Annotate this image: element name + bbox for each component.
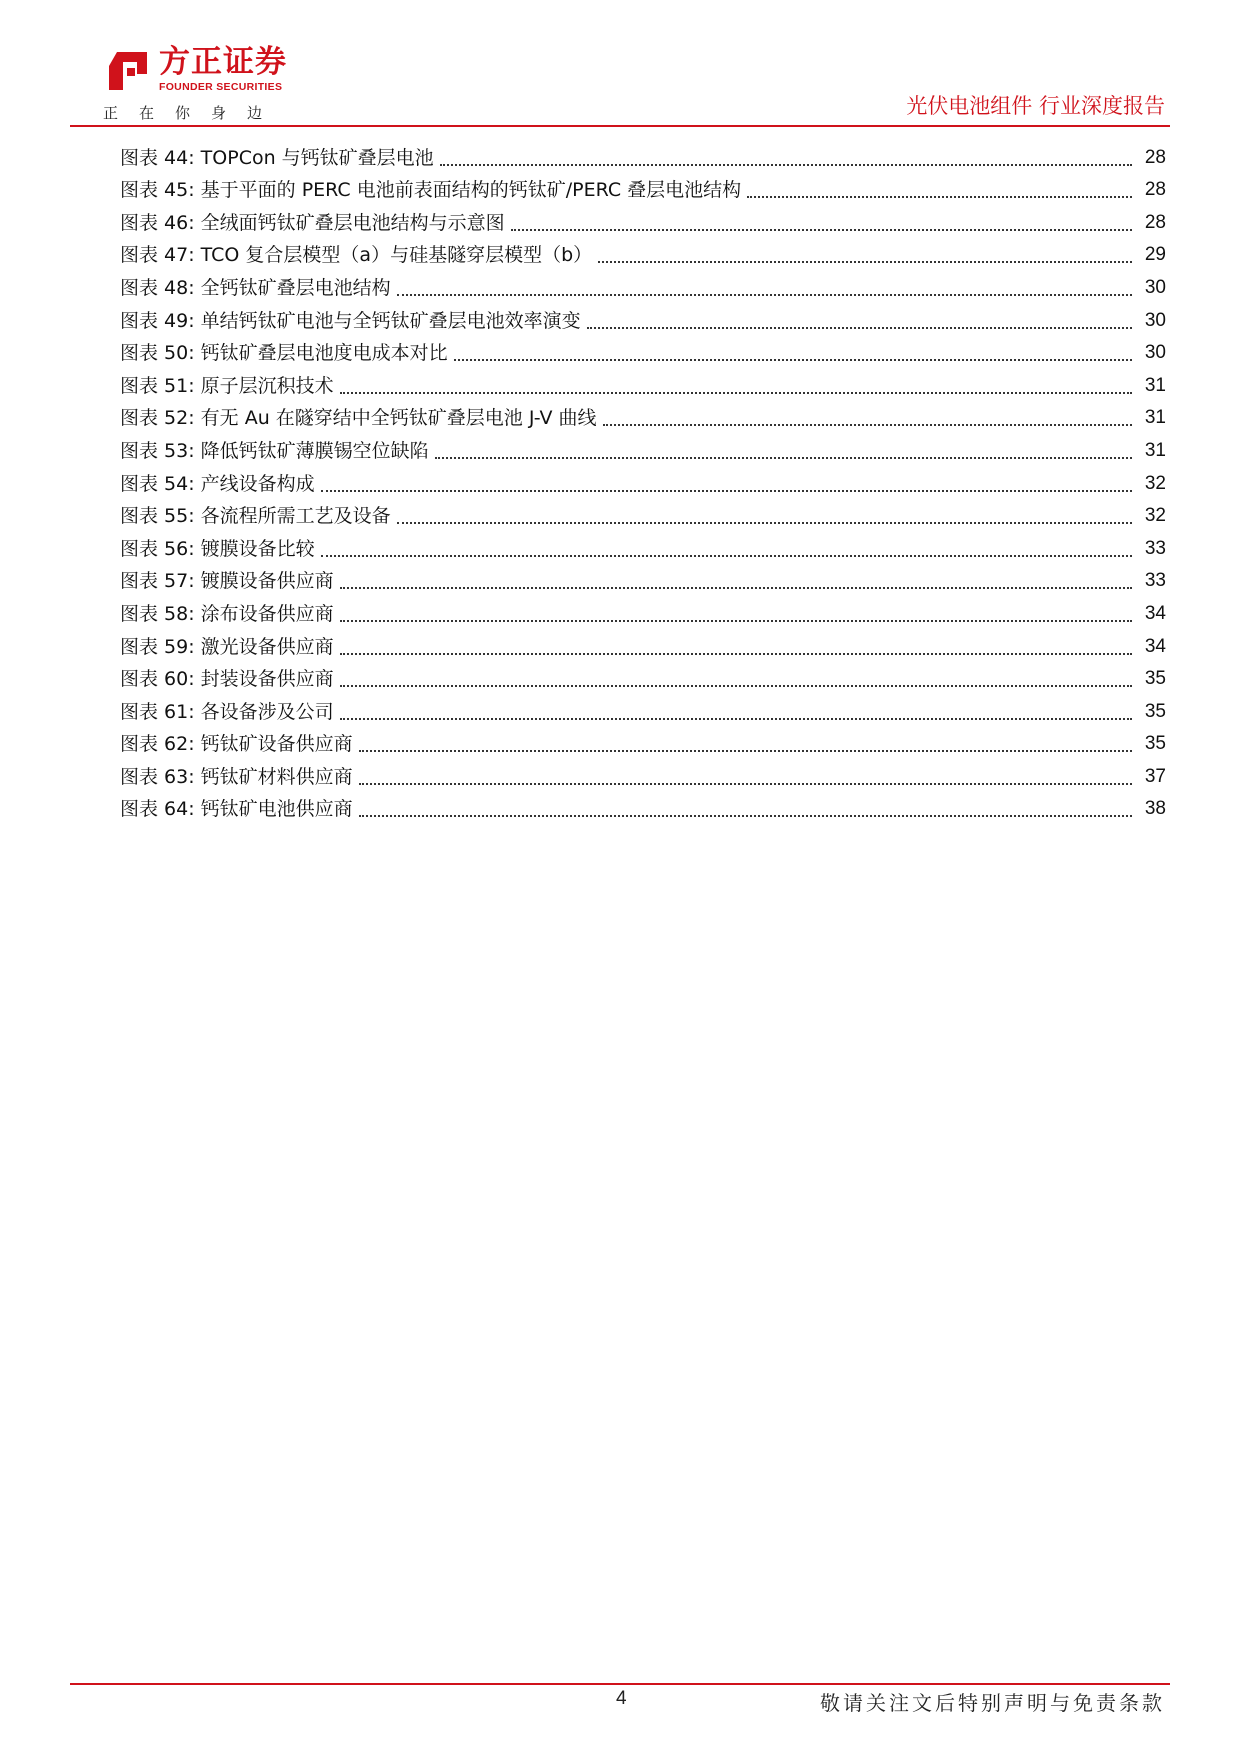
toc-entry[interactable] xyxy=(120,789,1166,822)
toc-entry-number: 图表 45: xyxy=(120,179,195,202)
toc-entry[interactable] xyxy=(120,496,1166,529)
toc-entry-page: 31 xyxy=(1144,407,1166,429)
toc-entry-title: 钙钛矿电池供应商 xyxy=(200,798,353,821)
toc-entry-page: 35 xyxy=(1144,733,1166,755)
toc-dot-leader xyxy=(435,443,1132,459)
toc-dot-leader xyxy=(321,541,1132,557)
toc-entry-page: 35 xyxy=(1144,700,1166,722)
toc-entry-page: 30 xyxy=(1144,276,1166,298)
toc-entry-number: 图表 57: xyxy=(120,570,195,593)
toc-entry-title: 封装设备供应商 xyxy=(200,668,334,691)
toc-entry-page: 28 xyxy=(1144,179,1166,201)
toc-entry-title: 涂布设备供应商 xyxy=(200,602,334,625)
company-slogan: 正在你身边 xyxy=(103,104,284,122)
toc-dot-leader xyxy=(340,639,1132,655)
logo-chinese-name: 方正证券 xyxy=(159,44,287,80)
toc-entry-number: 图表 63: xyxy=(120,765,195,788)
figure-table-of-contents xyxy=(120,137,1166,821)
toc-entry-page: 28 xyxy=(1144,211,1166,233)
toc-entry-page: 33 xyxy=(1144,537,1166,559)
toc-entry[interactable] xyxy=(120,170,1166,203)
toc-entry-title: 全钙钛矿叠层电池结构 xyxy=(200,276,391,299)
header-divider xyxy=(70,125,1170,127)
toc-entry-number: 图表 48: xyxy=(120,276,195,299)
toc-dot-leader xyxy=(397,508,1132,524)
toc-entry-number: 图表 54: xyxy=(120,472,195,495)
toc-dot-leader xyxy=(340,671,1132,687)
toc-dot-leader xyxy=(440,150,1132,166)
disclaimer-note: 敬请关注文后特别声明与免责条款 xyxy=(820,1691,1165,1715)
toc-dot-leader xyxy=(587,313,1132,329)
toc-entry[interactable] xyxy=(120,235,1166,268)
toc-dot-leader xyxy=(340,606,1132,622)
toc-entry-page: 28 xyxy=(1144,146,1166,168)
toc-entry[interactable] xyxy=(120,398,1166,431)
toc-entry-title: 全绒面钙钛矿叠层电池结构与示意图 xyxy=(200,211,505,234)
toc-entry-title: 有无 Au 在隧穿结中全钙钛矿叠层电池 J-V 曲线 xyxy=(200,407,597,430)
toc-entry-title: 激光设备供应商 xyxy=(200,635,334,658)
toc-entry-number: 图表 62: xyxy=(120,733,195,756)
founder-logo-mark-icon xyxy=(103,46,153,96)
toc-dot-leader xyxy=(321,476,1132,492)
toc-entry-page: 29 xyxy=(1144,244,1166,266)
toc-entry-number: 图表 60: xyxy=(120,668,195,691)
toc-dot-leader xyxy=(359,736,1132,752)
toc-dot-leader xyxy=(747,182,1132,198)
toc-dot-leader xyxy=(454,345,1132,361)
toc-dot-leader xyxy=(340,378,1132,394)
toc-entry[interactable] xyxy=(120,724,1166,757)
toc-entry[interactable] xyxy=(120,593,1166,626)
toc-entry-number: 图表 59: xyxy=(120,635,195,658)
toc-entry[interactable] xyxy=(120,333,1166,366)
toc-entry[interactable] xyxy=(120,659,1166,692)
toc-entry-page: 33 xyxy=(1144,570,1166,592)
footer-divider xyxy=(70,1683,1170,1685)
toc-entry-title: 钙钛矿材料供应商 xyxy=(200,765,353,788)
toc-entry-page: 32 xyxy=(1144,472,1166,494)
toc-entry[interactable] xyxy=(120,626,1166,659)
toc-dot-leader xyxy=(598,247,1132,263)
toc-dot-leader xyxy=(359,769,1132,785)
toc-dot-leader xyxy=(340,704,1132,720)
toc-entry[interactable] xyxy=(120,267,1166,300)
toc-entry[interactable] xyxy=(120,300,1166,333)
toc-entry-title: 钙钛矿叠层电池度电成本对比 xyxy=(200,342,448,365)
toc-entry-number: 图表 49: xyxy=(120,309,195,332)
toc-entry-title: 降低钙钛矿薄膜锡空位缺陷 xyxy=(200,439,429,462)
toc-entry-number: 图表 52: xyxy=(120,407,195,430)
toc-entry[interactable] xyxy=(120,430,1166,463)
toc-entry-number: 图表 50: xyxy=(120,342,195,365)
toc-entry-number: 图表 46: xyxy=(120,211,195,234)
toc-entry-title: 各流程所需工艺及设备 xyxy=(200,505,391,528)
toc-dot-leader xyxy=(340,573,1132,589)
toc-entry-title: TCO 复合层模型（a）与硅基隧穿层模型（b） xyxy=(200,244,593,267)
toc-entry-number: 图表 64: xyxy=(120,798,195,821)
toc-entry-page: 38 xyxy=(1144,798,1166,820)
toc-entry-title: TOPCon 与钙钛矿叠层电池 xyxy=(200,146,434,169)
toc-entry-number: 图表 53: xyxy=(120,439,195,462)
toc-dot-leader xyxy=(359,801,1132,817)
toc-entry-page: 31 xyxy=(1144,374,1166,396)
toc-entry-page: 31 xyxy=(1144,439,1166,461)
toc-dot-leader xyxy=(603,410,1132,426)
toc-entry[interactable] xyxy=(120,365,1166,398)
toc-entry-number: 图表 44: xyxy=(120,146,195,169)
toc-entry[interactable] xyxy=(120,756,1166,789)
toc-entry-title: 单结钙钛矿电池与全钙钛矿叠层电池效率演变 xyxy=(200,309,581,332)
page-number: 4 xyxy=(616,1688,627,1709)
toc-entry-title: 镀膜设备供应商 xyxy=(200,570,334,593)
toc-entry-page: 34 xyxy=(1144,602,1166,624)
toc-entry[interactable] xyxy=(120,463,1166,496)
toc-entry-page: 34 xyxy=(1144,635,1166,657)
toc-entry-number: 图表 61: xyxy=(120,700,195,723)
toc-entry-number: 图表 47: xyxy=(120,244,195,267)
toc-entry-number: 图表 56: xyxy=(120,537,195,560)
toc-entry[interactable] xyxy=(120,202,1166,235)
page-header xyxy=(0,0,1241,128)
toc-entry-title: 原子层沉积技术 xyxy=(200,374,334,397)
toc-entry-title: 基于平面的 PERC 电池前表面结构的钙钛矿/PERC 叠层电池结构 xyxy=(200,179,742,202)
logo-english-name: FOUNDER SECURITIES xyxy=(159,81,283,93)
toc-entry-number: 图表 58: xyxy=(120,602,195,625)
toc-entry-page: 30 xyxy=(1144,342,1166,364)
toc-entry-page: 35 xyxy=(1144,668,1166,690)
toc-entry[interactable] xyxy=(120,137,1166,170)
report-title: 光伏电池组件 行业深度报告 xyxy=(906,94,1165,118)
toc-entry-page: 37 xyxy=(1144,765,1166,787)
toc-entry[interactable] xyxy=(120,528,1166,561)
toc-dot-leader xyxy=(397,280,1132,296)
toc-entry-page: 30 xyxy=(1144,309,1166,331)
toc-entry-title: 各设备涉及公司 xyxy=(200,700,334,723)
toc-entry[interactable] xyxy=(120,561,1166,594)
toc-entry-title: 镀膜设备比较 xyxy=(200,537,315,560)
toc-entry-title: 钙钛矿设备供应商 xyxy=(200,733,353,756)
toc-entry-title: 产线设备构成 xyxy=(200,472,315,495)
toc-entry-number: 图表 55: xyxy=(120,505,195,528)
toc-entry-page: 32 xyxy=(1144,505,1166,527)
toc-entry[interactable] xyxy=(120,691,1166,724)
founder-logo xyxy=(103,44,303,100)
toc-entry-number: 图表 51: xyxy=(120,374,195,397)
toc-dot-leader xyxy=(511,215,1132,231)
